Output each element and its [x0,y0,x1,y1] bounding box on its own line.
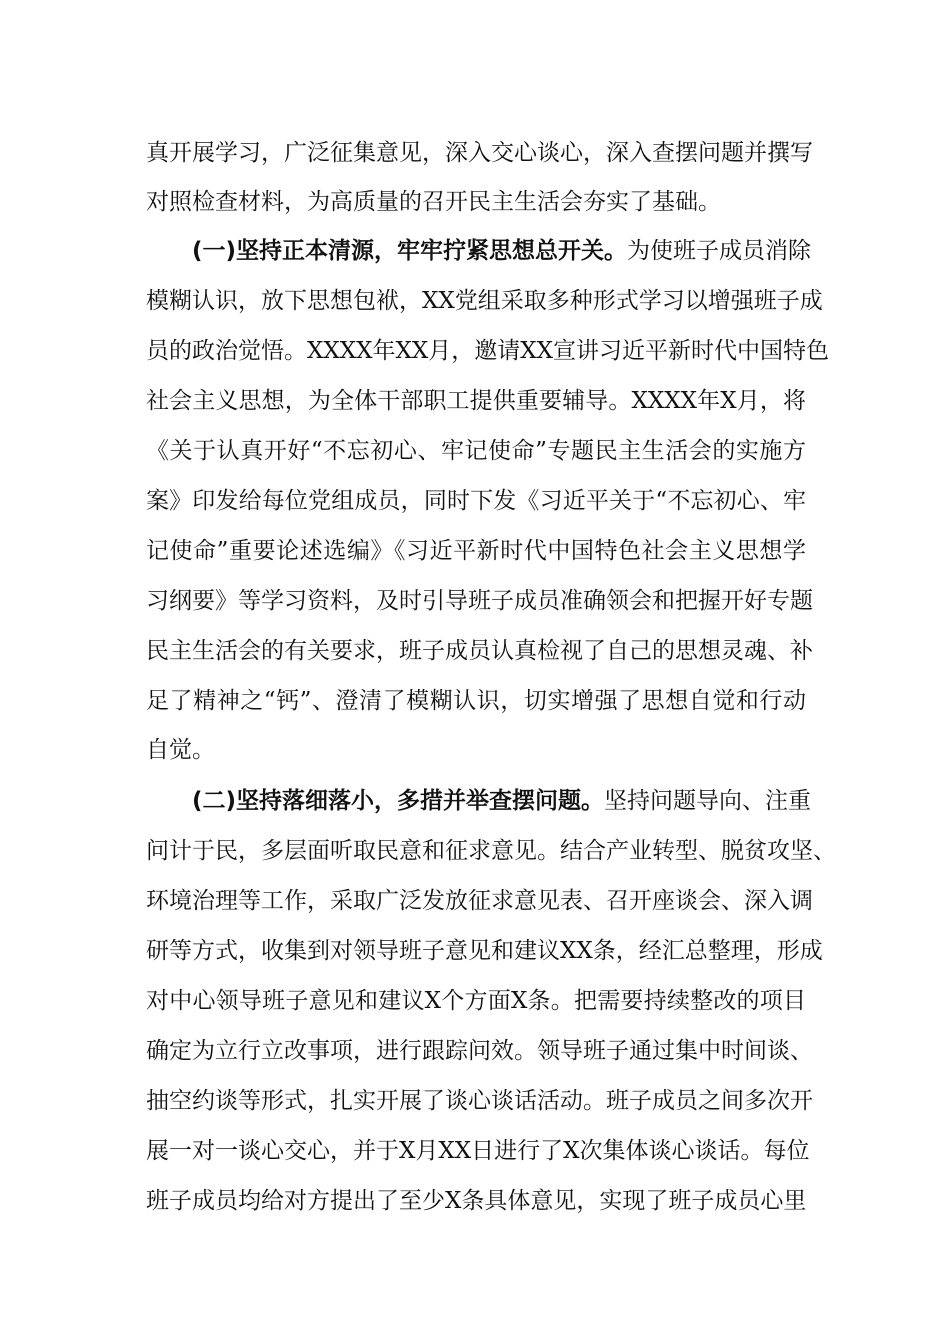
paragraph-line: 确定为立行立改事项，进行跟踪问效。领导班子通过集中时间谈、 [146,1038,813,1064]
paragraph-line: 环境治理等工作，采取广泛发放征求意见表、召开座谈会、深入调 [146,888,813,914]
paragraph-line: 习纲要》等学习资料，及时引导班子成员准确领会和把握开好专题 [146,588,813,614]
section-1-text: 为使班子成员消除 [627,238,812,264]
section-2-first-line [192,786,812,816]
paragraph-line: 研等方式，收集到对领导班子意见和建议XX条，经汇总整理，形成 [146,938,823,964]
paragraph-line: 自觉。 [146,737,215,763]
paragraph-line: 对中心领导班子意见和建议X个方面X条。把需要持续整改的项目 [146,988,806,1014]
paragraph-line: 对照检查材料，为高质量的召开民主生活会夯实了基础。 [146,189,721,215]
paragraph-line: 足了精神之“钙”、澄清了模糊认识，切实增强了思想自觉和行动 [146,688,806,714]
paragraph-line: 真开展学习，广泛征集意见，深入交心谈心，深入查摆问题并撰写 [146,140,813,166]
paragraph-line: 民主生活会的有关要求，班子成员认真检视了自己的思想灵魂、补 [146,638,813,664]
paragraph-line: 班子成员均给对方提出了至少X条具体意见，实现了班子成员心里 [146,1188,807,1214]
paragraph-line: 记使命”重要论述选编》《习近平新时代中国特色社会主义思想学 [146,538,806,564]
paragraph-line: 案》印发给每位党组成员，同时下发《习近平关于“不忘初心、牢 [146,488,806,514]
paragraph-line: 员的政治觉悟。XXXX年XX月，邀请XX宣讲习近平新时代中国特色 [146,338,829,364]
section-1-heading: (一)坚持正本清源，牢牢拧紧思想总开关。 [192,238,628,264]
section-2-text: 坚持问题导向、注重 [604,788,812,814]
paragraph-line: 抽空约谈等形式，扎实开展了谈心谈话活动。班子成员之间多次开 [146,1088,813,1114]
paragraph-line: 社会主义思想，为全体干部职工提供重要辅导。XXXX年X月，将 [146,388,806,414]
section-1-first-line [192,236,812,266]
section-2-heading: (二)坚持落细落小，多措并举查摆问题。 [192,788,605,814]
paragraph-line: 问计于民，多层面听取民意和征求意见。结合产业转型、脱贫攻坚、 [146,838,836,864]
paragraph-line: 模糊认识，放下思想包袱，XX党组采取多种形式学习以增强班子成 [146,288,823,314]
paragraph-line: 《关于认真开好“不忘初心、牢记使命”专题民主生活会的实施方 [146,438,806,464]
paragraph-line: 展一对一谈心交心，并于X月XX日进行了X次集体谈心谈话。每位 [146,1138,810,1164]
